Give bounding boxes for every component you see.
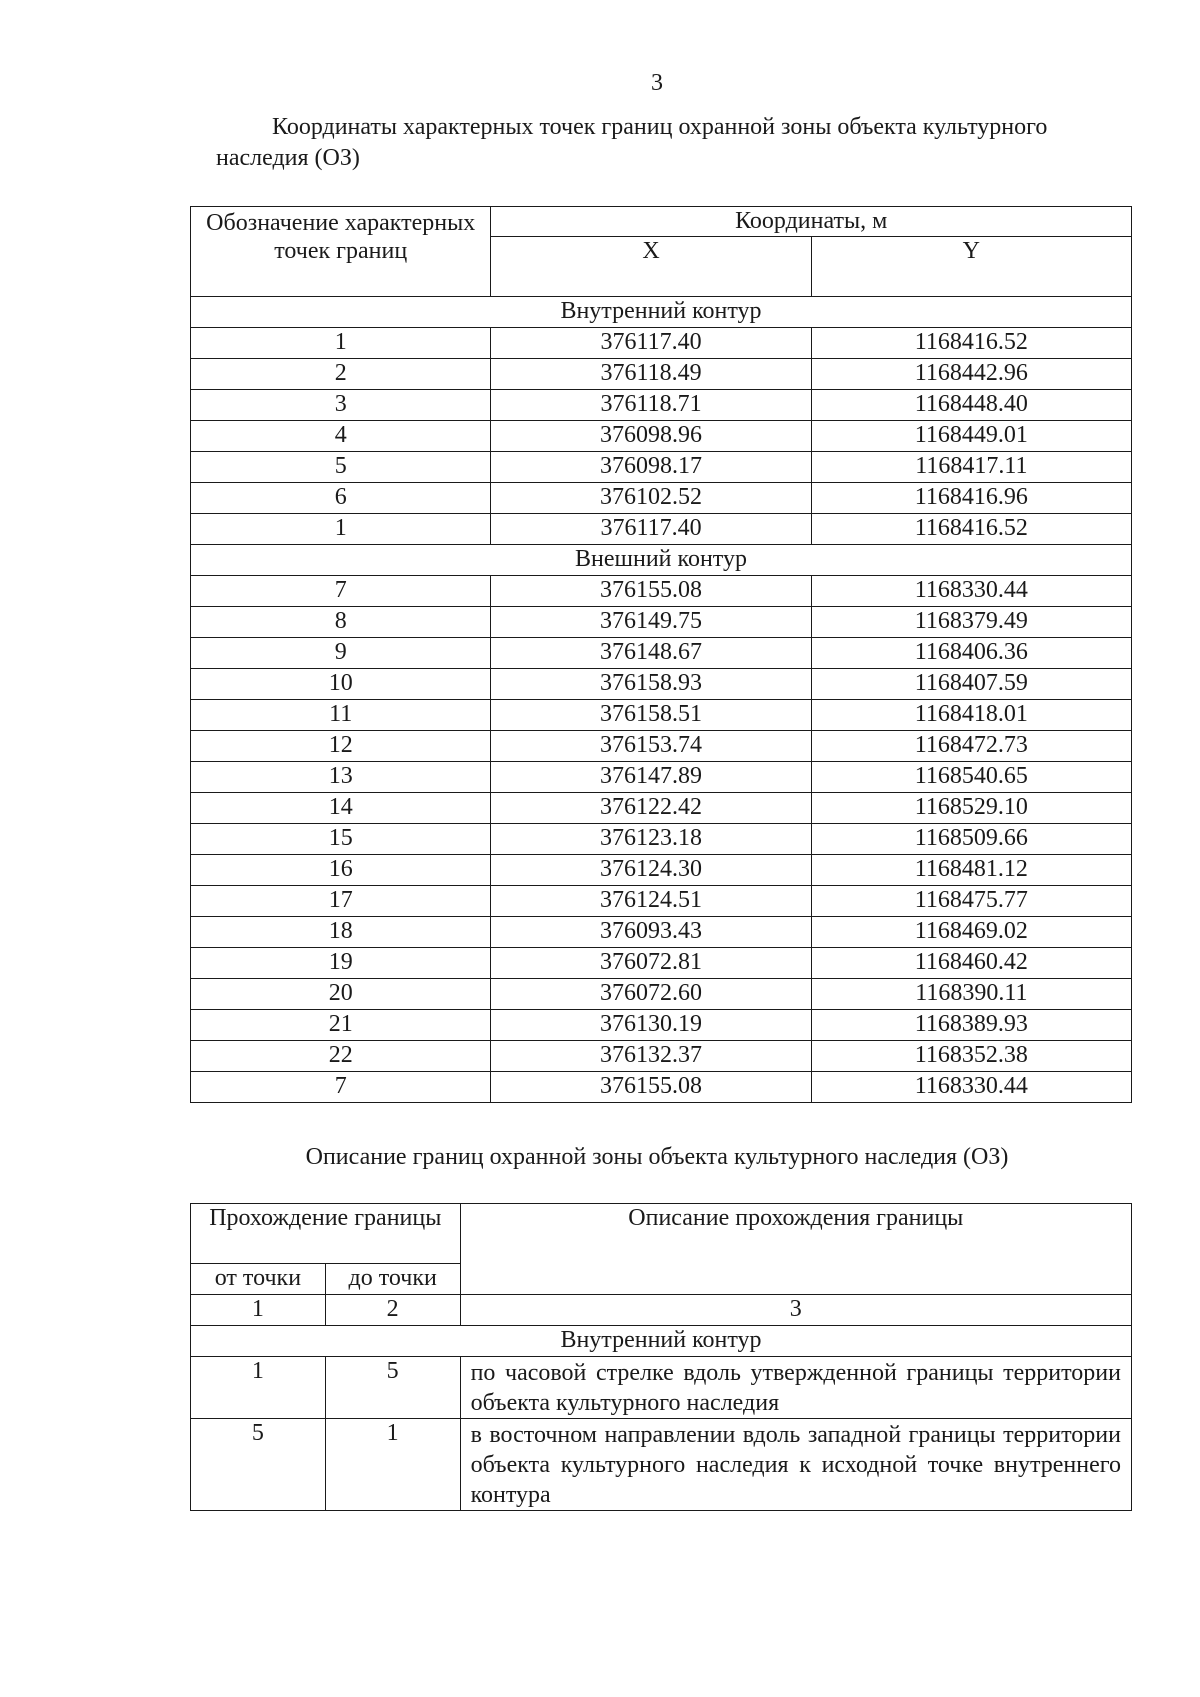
y-coordinate-cell: 1168540.65 — [811, 762, 1131, 793]
y-coordinate-cell: 1168416.52 — [811, 514, 1131, 545]
y-coordinate-cell: 1168472.73 — [811, 731, 1131, 762]
table-row — [191, 979, 1132, 1010]
point-cell: 1 — [191, 514, 491, 545]
header-x: X — [491, 237, 811, 297]
description-inner-contour-label: Внутренний контур — [191, 1326, 1132, 1357]
x-coordinate-cell: 376148.67 — [491, 638, 811, 669]
x-coordinate-cell: 376072.81 — [491, 948, 811, 979]
point-cell: 8 — [191, 607, 491, 638]
table-row — [191, 390, 1132, 421]
to-point-cell: 1 — [325, 1419, 460, 1511]
x-coordinate-cell: 376130.19 — [491, 1010, 811, 1041]
x-coordinate-cell: 376155.08 — [491, 1072, 811, 1103]
table-row — [191, 700, 1132, 731]
point-cell: 22 — [191, 1041, 491, 1072]
x-coordinate-cell: 376124.51 — [491, 886, 811, 917]
y-coordinate-cell: 1168475.77 — [811, 886, 1131, 917]
description-inner-contour-section — [191, 1326, 1132, 1357]
x-coordinate-cell: 376117.40 — [491, 328, 811, 359]
point-cell: 5 — [191, 452, 491, 483]
point-cell: 4 — [191, 421, 491, 452]
header-to: до точки — [325, 1264, 460, 1295]
table-row — [191, 793, 1132, 824]
y-coordinate-cell: 1168406.36 — [811, 638, 1131, 669]
x-coordinate-cell: 376123.18 — [491, 824, 811, 855]
table-row — [191, 762, 1132, 793]
x-coordinate-cell: 376124.30 — [491, 855, 811, 886]
table-row — [191, 607, 1132, 638]
table-row — [191, 359, 1132, 390]
y-coordinate-cell: 1168509.66 — [811, 824, 1131, 855]
y-coordinate-cell: 1168449.01 — [811, 421, 1131, 452]
header-from: от точки — [191, 1264, 326, 1295]
x-coordinate-cell: 376117.40 — [491, 514, 811, 545]
point-cell: 20 — [191, 979, 491, 1010]
column-number-2: 2 — [325, 1295, 460, 1326]
inner-contour-section — [191, 297, 1132, 328]
table-row — [191, 514, 1132, 545]
table-row — [191, 483, 1132, 514]
point-cell: 17 — [191, 886, 491, 917]
y-coordinate-cell: 1168481.12 — [811, 855, 1131, 886]
x-coordinate-cell: 376118.49 — [491, 359, 811, 390]
x-coordinate-cell: 376132.37 — [491, 1041, 811, 1072]
y-coordinate-cell: 1168529.10 — [811, 793, 1131, 824]
table-row — [191, 731, 1132, 762]
table-row — [191, 421, 1132, 452]
header-passage: Прохождение границы — [191, 1204, 461, 1264]
table-row — [191, 824, 1132, 855]
header-y: Y — [811, 237, 1131, 297]
y-coordinate-cell: 1168379.49 — [811, 607, 1131, 638]
point-cell: 18 — [191, 917, 491, 948]
x-coordinate-cell: 376093.43 — [491, 917, 811, 948]
column-number-1: 1 — [191, 1295, 326, 1326]
table-row — [191, 948, 1132, 979]
header-coordinates: Координаты, м — [491, 207, 1132, 237]
x-coordinate-cell: 376158.51 — [491, 700, 811, 731]
description-title: Описание границ охранной зоны объекта культурного наследия (ОЗ) — [305, 1144, 1009, 1170]
table-row — [191, 1010, 1132, 1041]
x-coordinate-cell: 376153.74 — [491, 731, 811, 762]
point-cell: 9 — [191, 638, 491, 669]
column-number-3: 3 — [460, 1295, 1131, 1326]
description-cell: в восточном направлении вдоль западной границы территории объекта культурного наследия к исходной точке внутреннего контура — [460, 1419, 1131, 1511]
y-coordinate-cell: 1168330.44 — [811, 576, 1131, 607]
y-coordinate-cell: 1168407.59 — [811, 669, 1131, 700]
y-coordinate-cell: 1168417.11 — [811, 452, 1131, 483]
header-description: Описание прохождения границы — [460, 1204, 1131, 1295]
description-cell: по часовой стрелке вдоль утвержденной границы территории объекта культурного наследия — [460, 1357, 1131, 1419]
description-header-row — [191, 1204, 1132, 1264]
coordinates-table — [190, 206, 1132, 1103]
header-points: Обозначение характерных точек границ — [191, 207, 491, 297]
point-cell: 10 — [191, 669, 491, 700]
point-cell: 2 — [191, 359, 491, 390]
point-cell: 13 — [191, 762, 491, 793]
point-cell: 7 — [191, 576, 491, 607]
outer-contour-section — [191, 545, 1132, 576]
to-point-cell: 5 — [325, 1357, 460, 1419]
column-numbers-row — [191, 1295, 1132, 1326]
y-coordinate-cell: 1168352.38 — [811, 1041, 1131, 1072]
x-coordinate-cell: 376158.93 — [491, 669, 811, 700]
table-row — [191, 1041, 1132, 1072]
x-coordinate-cell: 376122.42 — [491, 793, 811, 824]
table-row — [191, 669, 1132, 700]
x-coordinate-cell: 376072.60 — [491, 979, 811, 1010]
x-coordinate-cell: 376098.96 — [491, 421, 811, 452]
point-cell: 11 — [191, 700, 491, 731]
table-row — [191, 1357, 1132, 1419]
table-row — [191, 638, 1132, 669]
inner-contour-label: Внутренний контур — [191, 297, 1132, 328]
y-coordinate-cell: 1168469.02 — [811, 917, 1131, 948]
table-row — [191, 576, 1132, 607]
y-coordinate-cell: 1168416.52 — [811, 328, 1131, 359]
point-cell: 15 — [191, 824, 491, 855]
table-row — [191, 452, 1132, 483]
point-cell: 6 — [191, 483, 491, 514]
y-coordinate-cell: 1168418.01 — [811, 700, 1131, 731]
from-point-cell: 1 — [191, 1357, 326, 1419]
y-coordinate-cell: 1168416.96 — [811, 483, 1131, 514]
y-coordinate-cell: 1168448.40 — [811, 390, 1131, 421]
y-coordinate-cell: 1168442.96 — [811, 359, 1131, 390]
point-cell: 14 — [191, 793, 491, 824]
page-number: 3 — [651, 70, 663, 96]
x-coordinate-cell: 376147.89 — [491, 762, 811, 793]
table-row — [191, 1419, 1132, 1511]
point-cell: 21 — [191, 1010, 491, 1041]
table-row — [191, 855, 1132, 886]
description-table — [190, 1203, 1132, 1511]
coordinates-title: Координаты характерных точек границ охранной зоны объекта культурного наследия (ОЗ) — [216, 114, 1048, 171]
point-cell: 3 — [191, 390, 491, 421]
point-cell: 7 — [191, 1072, 491, 1103]
point-cell: 16 — [191, 855, 491, 886]
x-coordinate-cell: 376118.71 — [491, 390, 811, 421]
table-row — [191, 328, 1132, 359]
from-point-cell: 5 — [191, 1419, 326, 1511]
x-coordinate-cell: 376155.08 — [491, 576, 811, 607]
y-coordinate-cell: 1168460.42 — [811, 948, 1131, 979]
y-coordinate-cell: 1168390.11 — [811, 979, 1131, 1010]
y-coordinate-cell: 1168330.44 — [811, 1072, 1131, 1103]
point-cell: 12 — [191, 731, 491, 762]
table-row — [191, 1072, 1132, 1103]
coordinates-header-row — [191, 207, 1132, 237]
x-coordinate-cell: 376102.52 — [491, 483, 811, 514]
outer-contour-label: Внешний контур — [191, 545, 1132, 576]
x-coordinate-cell: 376098.17 — [491, 452, 811, 483]
table-row — [191, 886, 1132, 917]
table-row — [191, 917, 1132, 948]
point-cell: 1 — [191, 328, 491, 359]
x-coordinate-cell: 376149.75 — [491, 607, 811, 638]
y-coordinate-cell: 1168389.93 — [811, 1010, 1131, 1041]
point-cell: 19 — [191, 948, 491, 979]
